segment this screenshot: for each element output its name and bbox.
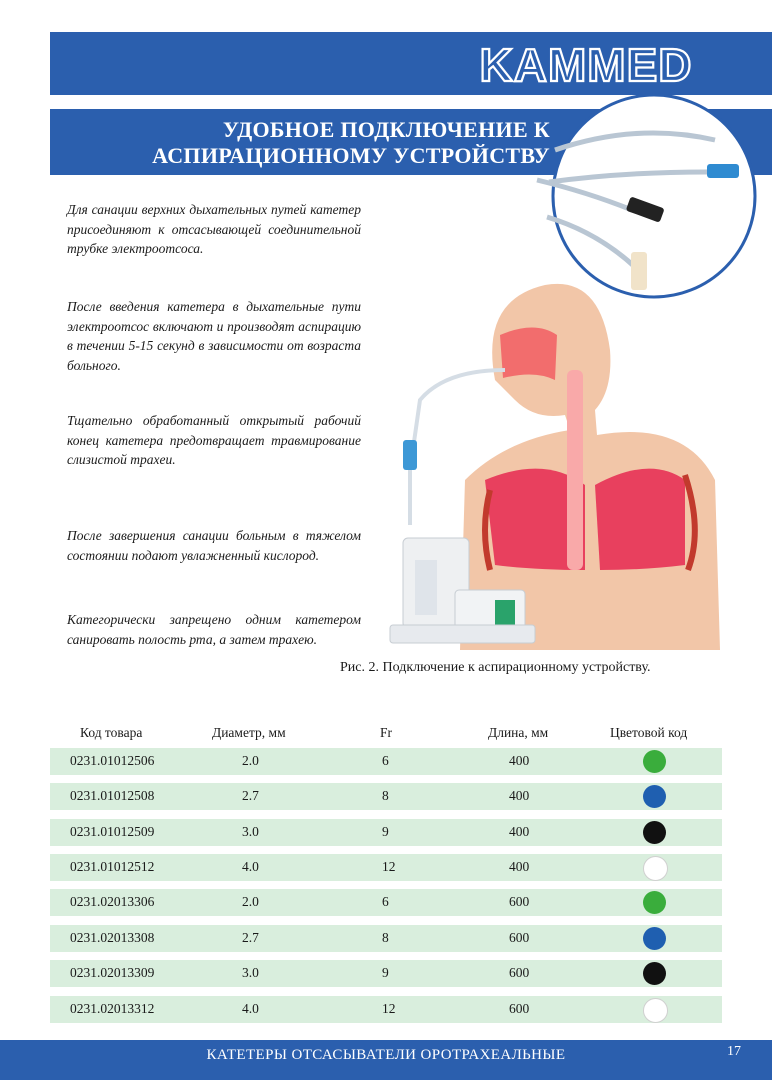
- header-diameter: Диаметр, мм: [212, 725, 286, 740]
- row-diameter: 4.0: [242, 1001, 259, 1016]
- color-code-dot: [643, 821, 666, 844]
- table-header: [50, 725, 722, 745]
- paragraph-5: Категорически запрещено одним катетером санировать полость рта, а затем трахею.: [67, 612, 361, 647]
- row-fr: 12: [382, 1001, 396, 1016]
- paragraph-2: После введения катетера в дыхательные пути электроотсос включают и производят аспирацию в течении 5-15 секунд в зависимости от возраста больного.: [67, 299, 361, 373]
- footer-title: КАТЕТЕРЫ ОТСАСЫВАТЕЛИ ОРОТРАХЕАЛЬНЫЕ: [206, 1047, 566, 1063]
- row-length: 600: [509, 1001, 530, 1016]
- row-fr: 9: [382, 965, 389, 980]
- page-title: [60, 117, 550, 169]
- row-fr: 6: [382, 753, 389, 768]
- paragraph-3: Тщательно обработанный открытый рабочий конец катетера предотвращает травмирование слизистой трахеи.: [67, 413, 361, 467]
- row-diameter: 2.0: [242, 753, 259, 768]
- row-length: 600: [509, 930, 530, 945]
- row-code: 0231.01012508: [70, 788, 155, 803]
- brand-logo: [448, 40, 724, 88]
- table-row: [50, 925, 722, 952]
- row-diameter: 2.7: [242, 930, 259, 945]
- figure-caption: Рис. 2. Подключение к аспирационному устройству.: [340, 660, 651, 675]
- paragraph-4: После завершения санации больным в тяжелом состоянии подают увлажненный кислород.: [67, 528, 361, 563]
- page-title-line2: АСПИРАЦИОННОМУ УСТРОЙСТВУ: [152, 143, 550, 168]
- color-code-dot: [643, 891, 666, 914]
- table-row: [50, 889, 722, 916]
- header-length: Длина, мм: [488, 725, 549, 740]
- header-color: Цветовой код: [610, 725, 688, 740]
- color-code-dot: [643, 962, 666, 985]
- row-fr: 12: [382, 859, 396, 874]
- row-diameter: 3.0: [242, 965, 259, 980]
- row-length: 400: [509, 859, 530, 874]
- header-fr: Fr: [380, 725, 393, 740]
- color-code-dot: [643, 856, 668, 881]
- row-code: 0231.01012506: [70, 753, 155, 768]
- color-code-dot: [643, 998, 668, 1023]
- suction-illustration: [385, 270, 720, 650]
- row-code: 0231.02013309: [70, 965, 155, 980]
- table-row: [50, 854, 722, 881]
- header-code: Код товара: [80, 725, 143, 740]
- row-code: 0231.02013308: [70, 930, 155, 945]
- table-row: [50, 996, 722, 1023]
- row-fr: 6: [382, 894, 389, 909]
- color-code-dot: [643, 750, 666, 773]
- color-code-dot: [643, 927, 666, 950]
- catheter-tips-inset: [527, 92, 772, 300]
- row-diameter: 2.7: [242, 788, 259, 803]
- row-length: 400: [509, 753, 530, 768]
- row-code: 0231.02013306: [70, 894, 155, 909]
- color-code-dot: [643, 785, 666, 808]
- row-code: 0231.01012512: [70, 859, 155, 874]
- row-diameter: 4.0: [242, 859, 259, 874]
- row-diameter: 2.0: [242, 894, 259, 909]
- row-diameter: 3.0: [242, 824, 259, 839]
- page-number: 17: [727, 1044, 741, 1059]
- brand-logo-text: KAMMED: [479, 40, 693, 88]
- row-code: 0231.02013312: [70, 1001, 155, 1016]
- table-row: [50, 819, 722, 846]
- table-row: [50, 783, 722, 810]
- table-row: [50, 960, 722, 987]
- row-fr: 8: [382, 930, 389, 945]
- row-length: 400: [509, 788, 530, 803]
- row-length: 600: [509, 894, 530, 909]
- row-length: 600: [509, 965, 530, 980]
- row-fr: 9: [382, 824, 389, 839]
- table-row: [50, 748, 722, 775]
- row-length: 400: [509, 824, 530, 839]
- page-title-line1: УДОБНОЕ ПОДКЛЮЧЕНИЕ К: [222, 117, 550, 142]
- row-code: 0231.01012509: [70, 824, 155, 839]
- row-fr: 8: [382, 788, 389, 803]
- paragraph-1: Для санации верхних дыхательных путей катетер присоединяют к отсасывающей соединительной трубке электроотсоса.: [67, 202, 361, 256]
